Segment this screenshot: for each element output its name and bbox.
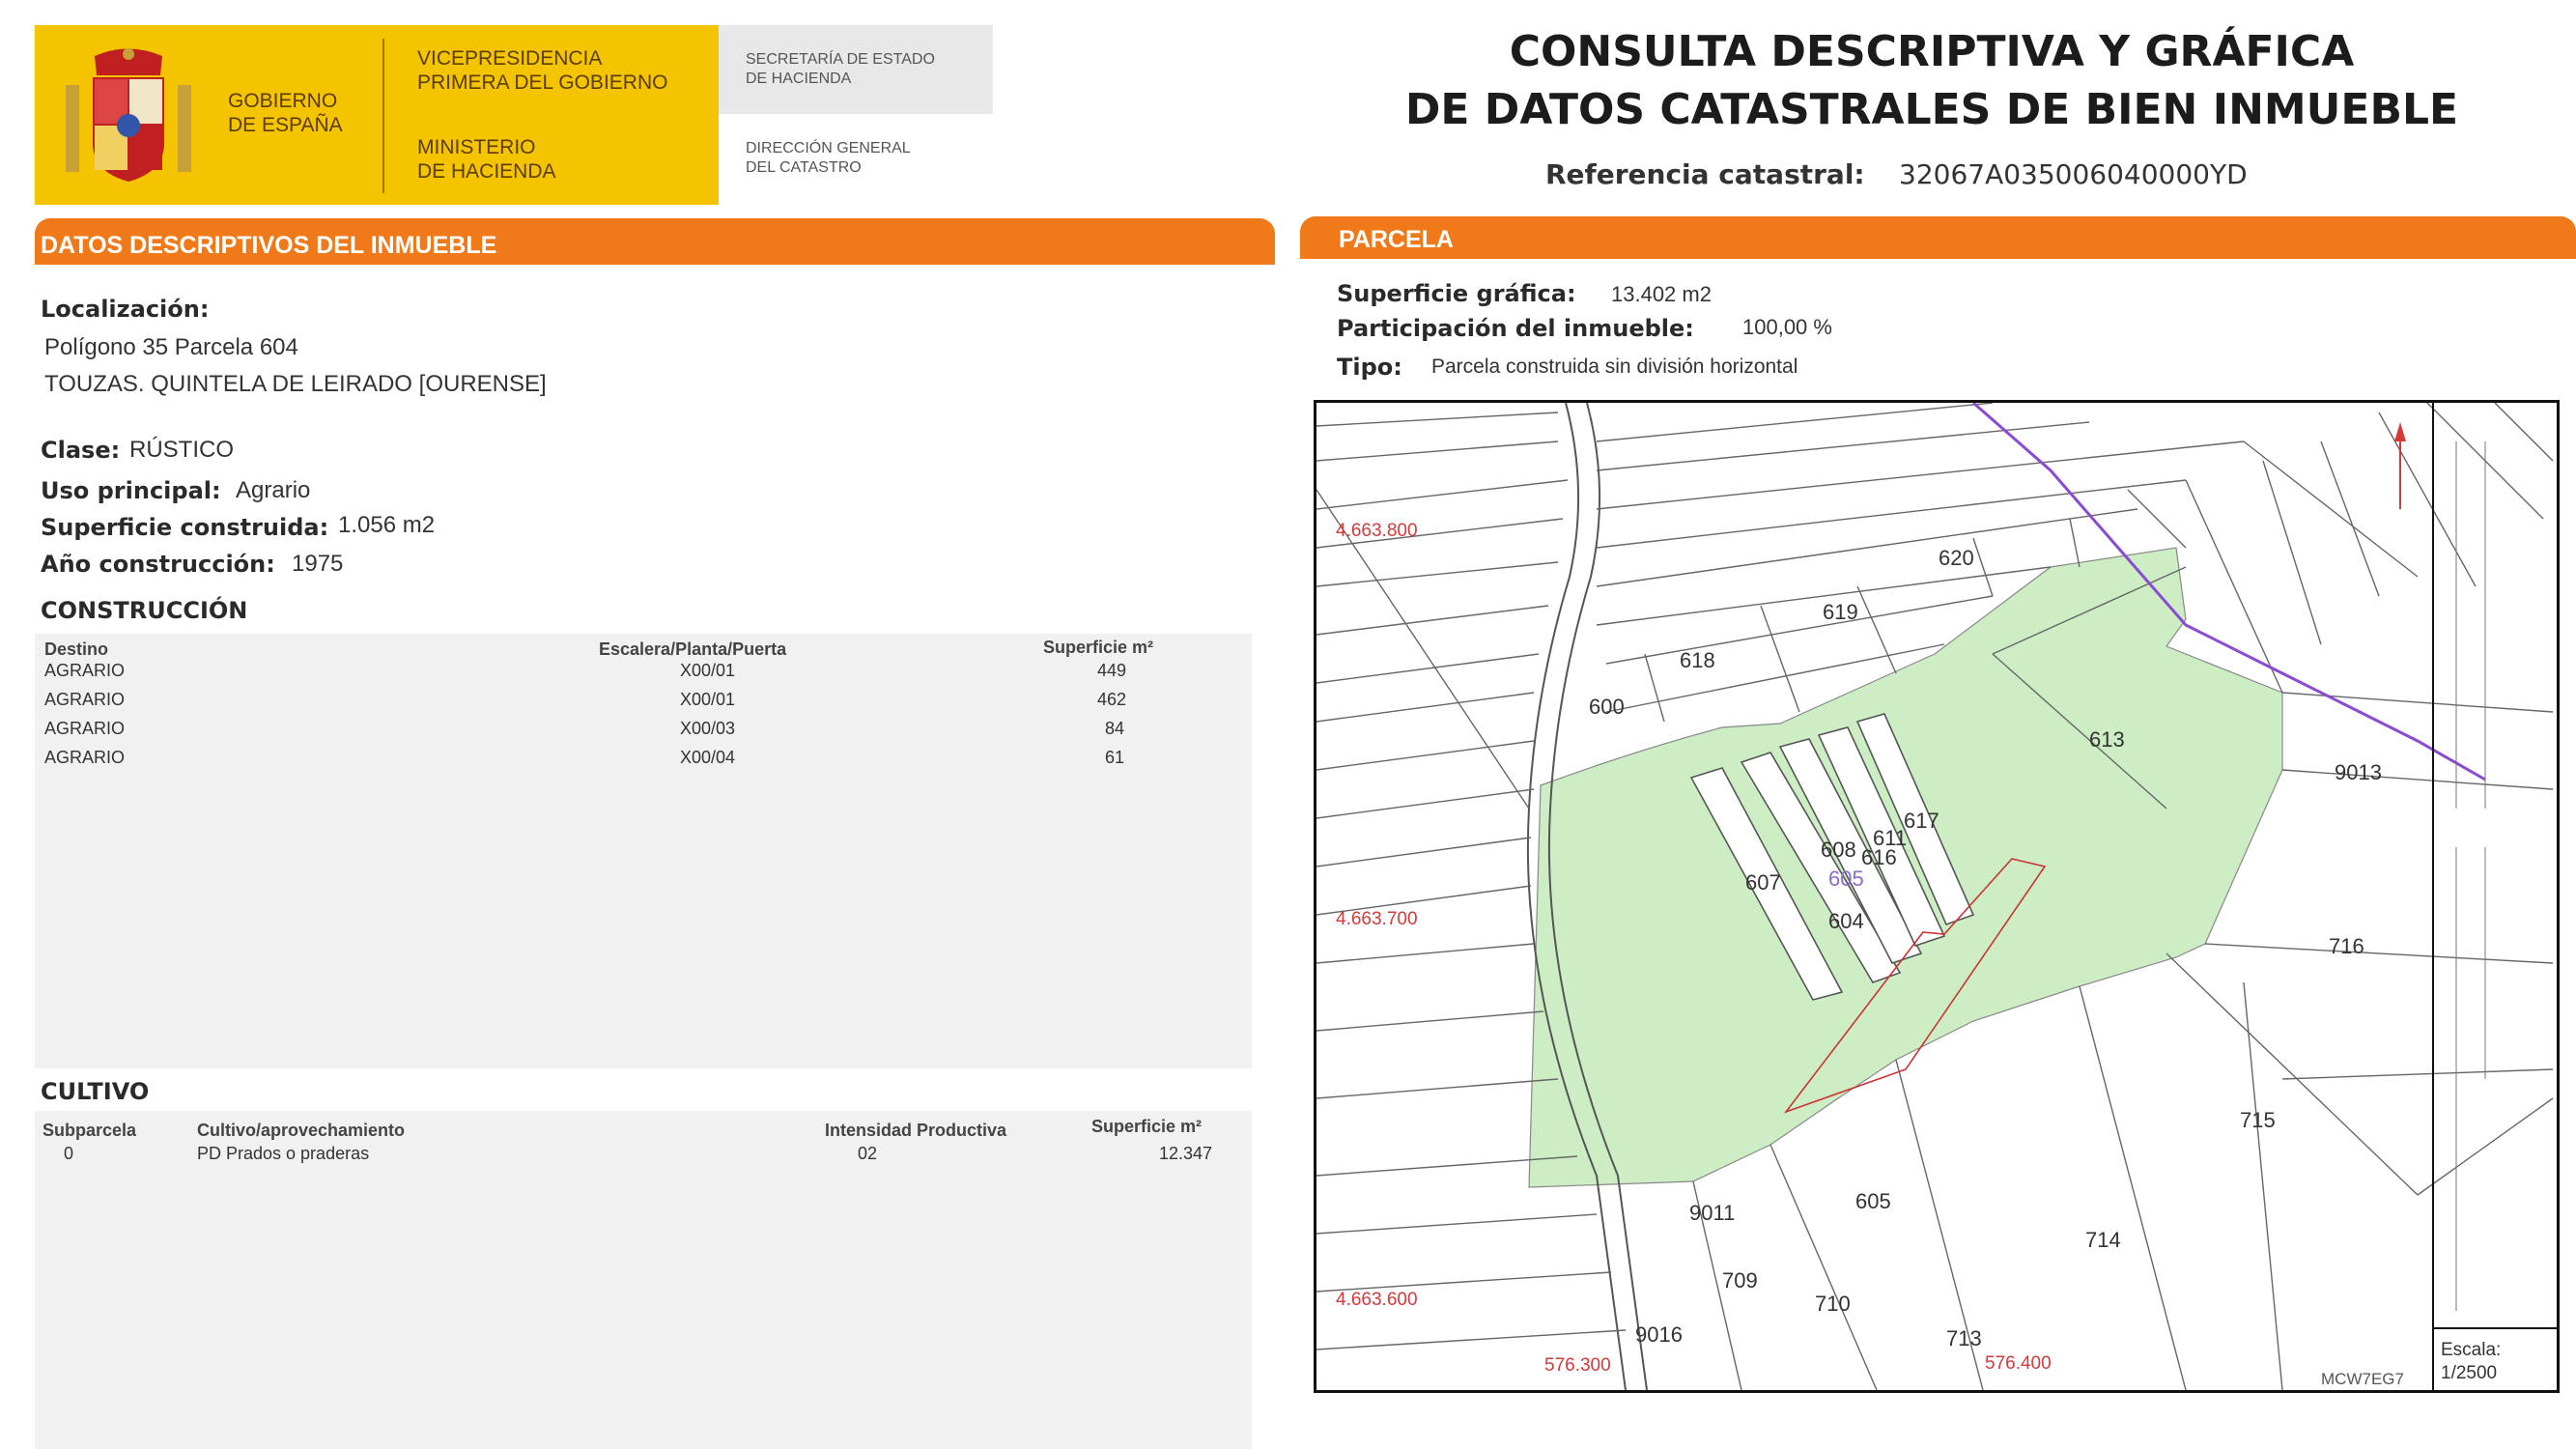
construccion-table [35, 634, 1252, 1068]
table-row-superficie: 61 [1105, 748, 1125, 767]
table-row-destino: AGRARIO [44, 690, 126, 709]
construccion-header-escalera: Escalera/Planta/Puerta [599, 639, 787, 659]
parcel-label: 713 [1946, 1326, 1982, 1350]
participacion-label: Participación del inmueble: [1337, 315, 1694, 342]
coord-label: 576.300 [1544, 1355, 1611, 1376]
parcel-label: 605 [1855, 1189, 1891, 1213]
construccion-header-destino: Destino [44, 639, 109, 659]
north-arrow-icon [2394, 422, 2406, 509]
table-row-destino: AGRARIO [44, 661, 126, 680]
cultivo-header-superficie: Superficie m² [1091, 1117, 1203, 1136]
construccion-header-superficie: Superficie m² [1043, 638, 1154, 657]
table-row-escalera: X00/03 [680, 719, 736, 738]
parcel-label: 600 [1589, 695, 1625, 719]
scale-value: 1/2500 [2441, 1363, 2498, 1383]
parcel-label: 710 [1815, 1292, 1851, 1316]
ministerio-text: MINISTERIO DE HACIENDA [417, 136, 556, 183]
datos-descriptivos-bar [35, 218, 1275, 265]
anio-construccion-label: Año construcción: [41, 551, 275, 578]
coord-label: 4.663.700 [1336, 909, 1418, 929]
parcel-label: 619 [1823, 600, 1858, 624]
parcel-label: 607 [1745, 870, 1781, 895]
uso-value: Agrario [236, 477, 311, 503]
map-canvas [1316, 403, 2557, 1390]
clase-value: RÚSTICO [129, 437, 234, 463]
cadastral-map[interactable] [1314, 400, 2560, 1393]
parcela-bar [1300, 216, 2576, 259]
table-row-escalera: X00/04 [680, 748, 736, 767]
parcel-label: 709 [1722, 1268, 1758, 1293]
legend-strip [2456, 441, 2485, 1311]
parcela-title: PARCELA [1339, 226, 1454, 253]
table-row-superficie: 84 [1105, 719, 1125, 738]
tipo-label: Tipo: [1337, 354, 1402, 381]
superficie-construida-value: 1.056 m2 [338, 512, 436, 538]
localizacion-line1: Polígono 35 Parcela 604 [44, 334, 298, 360]
government-logo-banner [35, 25, 719, 205]
table-row-destino: AGRARIO [44, 719, 126, 738]
document-title: CONSULTA DESCRIPTIVA Y GRÁFICA DE DATOS CATASTRALES DE BIEN INMUEBLE [1404, 27, 2459, 134]
anio-construccion-value: 1975 [292, 551, 344, 577]
datos-descriptivos-title: DATOS DESCRIPTIVOS DEL INMUEBLE [41, 232, 497, 259]
localizacion-label: Localización: [41, 296, 210, 323]
parcel-label: 617 [1904, 809, 1939, 833]
table-row-escalera: X00/01 [680, 661, 736, 680]
parcel-label: 714 [2085, 1228, 2121, 1252]
secretaria-text: SECRETARÍA DE ESTADO DE HACIENDA [746, 51, 935, 87]
cultivo-table [35, 1111, 1252, 1449]
parcel-label: 9016 [1635, 1322, 1683, 1347]
vicepresidencia-text: VICEPRESIDENCIA PRIMERA DEL GOBIERNO [417, 47, 668, 94]
sheet-code: MCW7EG7 [2321, 1370, 2404, 1388]
coord-label: 4.663.800 [1336, 521, 1418, 541]
parcel-label: 611 [1873, 826, 1908, 850]
cultivo-header-subparcela: Subparcela [42, 1121, 137, 1140]
cultivo-header-intensidad: Intensidad Productiva [825, 1121, 1007, 1140]
participacion-value: 100,00 % [1742, 315, 1832, 339]
coord-label: 576.400 [1985, 1353, 2052, 1374]
superficie-construida-label: Superficie construida: [41, 514, 329, 541]
parcel-label: 616 [1861, 845, 1897, 869]
localizacion-line2: TOUZAS. QUINTELA DE LEIRADO [OURENSE] [44, 371, 547, 397]
table-row-superficie: 12.347 [1159, 1144, 1213, 1163]
table-row-intensidad: 02 [858, 1144, 878, 1163]
coord-label: 4.663.600 [1336, 1290, 1418, 1310]
tipo-value: Parcela construida sin división horizontal [1431, 355, 1798, 378]
table-row-subparcela: 0 [64, 1144, 74, 1163]
ref-catastral-value: 32067A035006040000YD [1899, 158, 2248, 190]
parcel-label: 618 [1680, 648, 1715, 672]
scale-label: Escala: [2441, 1340, 2502, 1360]
parcel-label: 715 [2240, 1108, 2276, 1132]
coat-of-arms-icon [56, 46, 201, 191]
superficie-grafica-value: 13.402 m2 [1611, 282, 1712, 306]
uso-label: Uso principal: [41, 477, 221, 504]
cultivo-header-cultivo: Cultivo/aprovechamiento [197, 1121, 406, 1140]
table-row-escalera: X00/01 [680, 690, 736, 709]
table-row-superficie: 449 [1097, 661, 1127, 680]
direccion-text: DIRECCIÓN GENERAL DEL CATASTRO [746, 140, 911, 176]
parcel-label: 716 [2329, 934, 2364, 958]
construccion-title: CONSTRUCCIÓN [41, 597, 248, 624]
parcel-label: 604 [1828, 909, 1864, 933]
parcel-label: 9011 [1689, 1201, 1736, 1225]
parcel-label: 605 [1828, 867, 1864, 891]
logo-divider [382, 39, 384, 193]
cultivo-title: CULTIVO [41, 1078, 150, 1105]
parcel-label: 613 [2089, 727, 2125, 752]
gobierno-text: GOBIERNO DE ESPAÑA [228, 90, 343, 136]
secretaria-block [719, 25, 993, 114]
table-row-superficie: 462 [1097, 690, 1127, 709]
clase-label: Clase: [41, 437, 121, 464]
table-row-cultivo: PD Prados o praderas [197, 1144, 370, 1163]
parcel-label: 620 [1939, 546, 1974, 570]
ref-catastral-label: Referencia catastral: [1545, 158, 1865, 190]
table-row-destino: AGRARIO [44, 748, 126, 767]
superficie-grafica-label: Superficie gráfica: [1337, 280, 1576, 307]
parcel-label: 9013 [2335, 760, 2382, 784]
parcel-label: 608 [1821, 838, 1856, 862]
